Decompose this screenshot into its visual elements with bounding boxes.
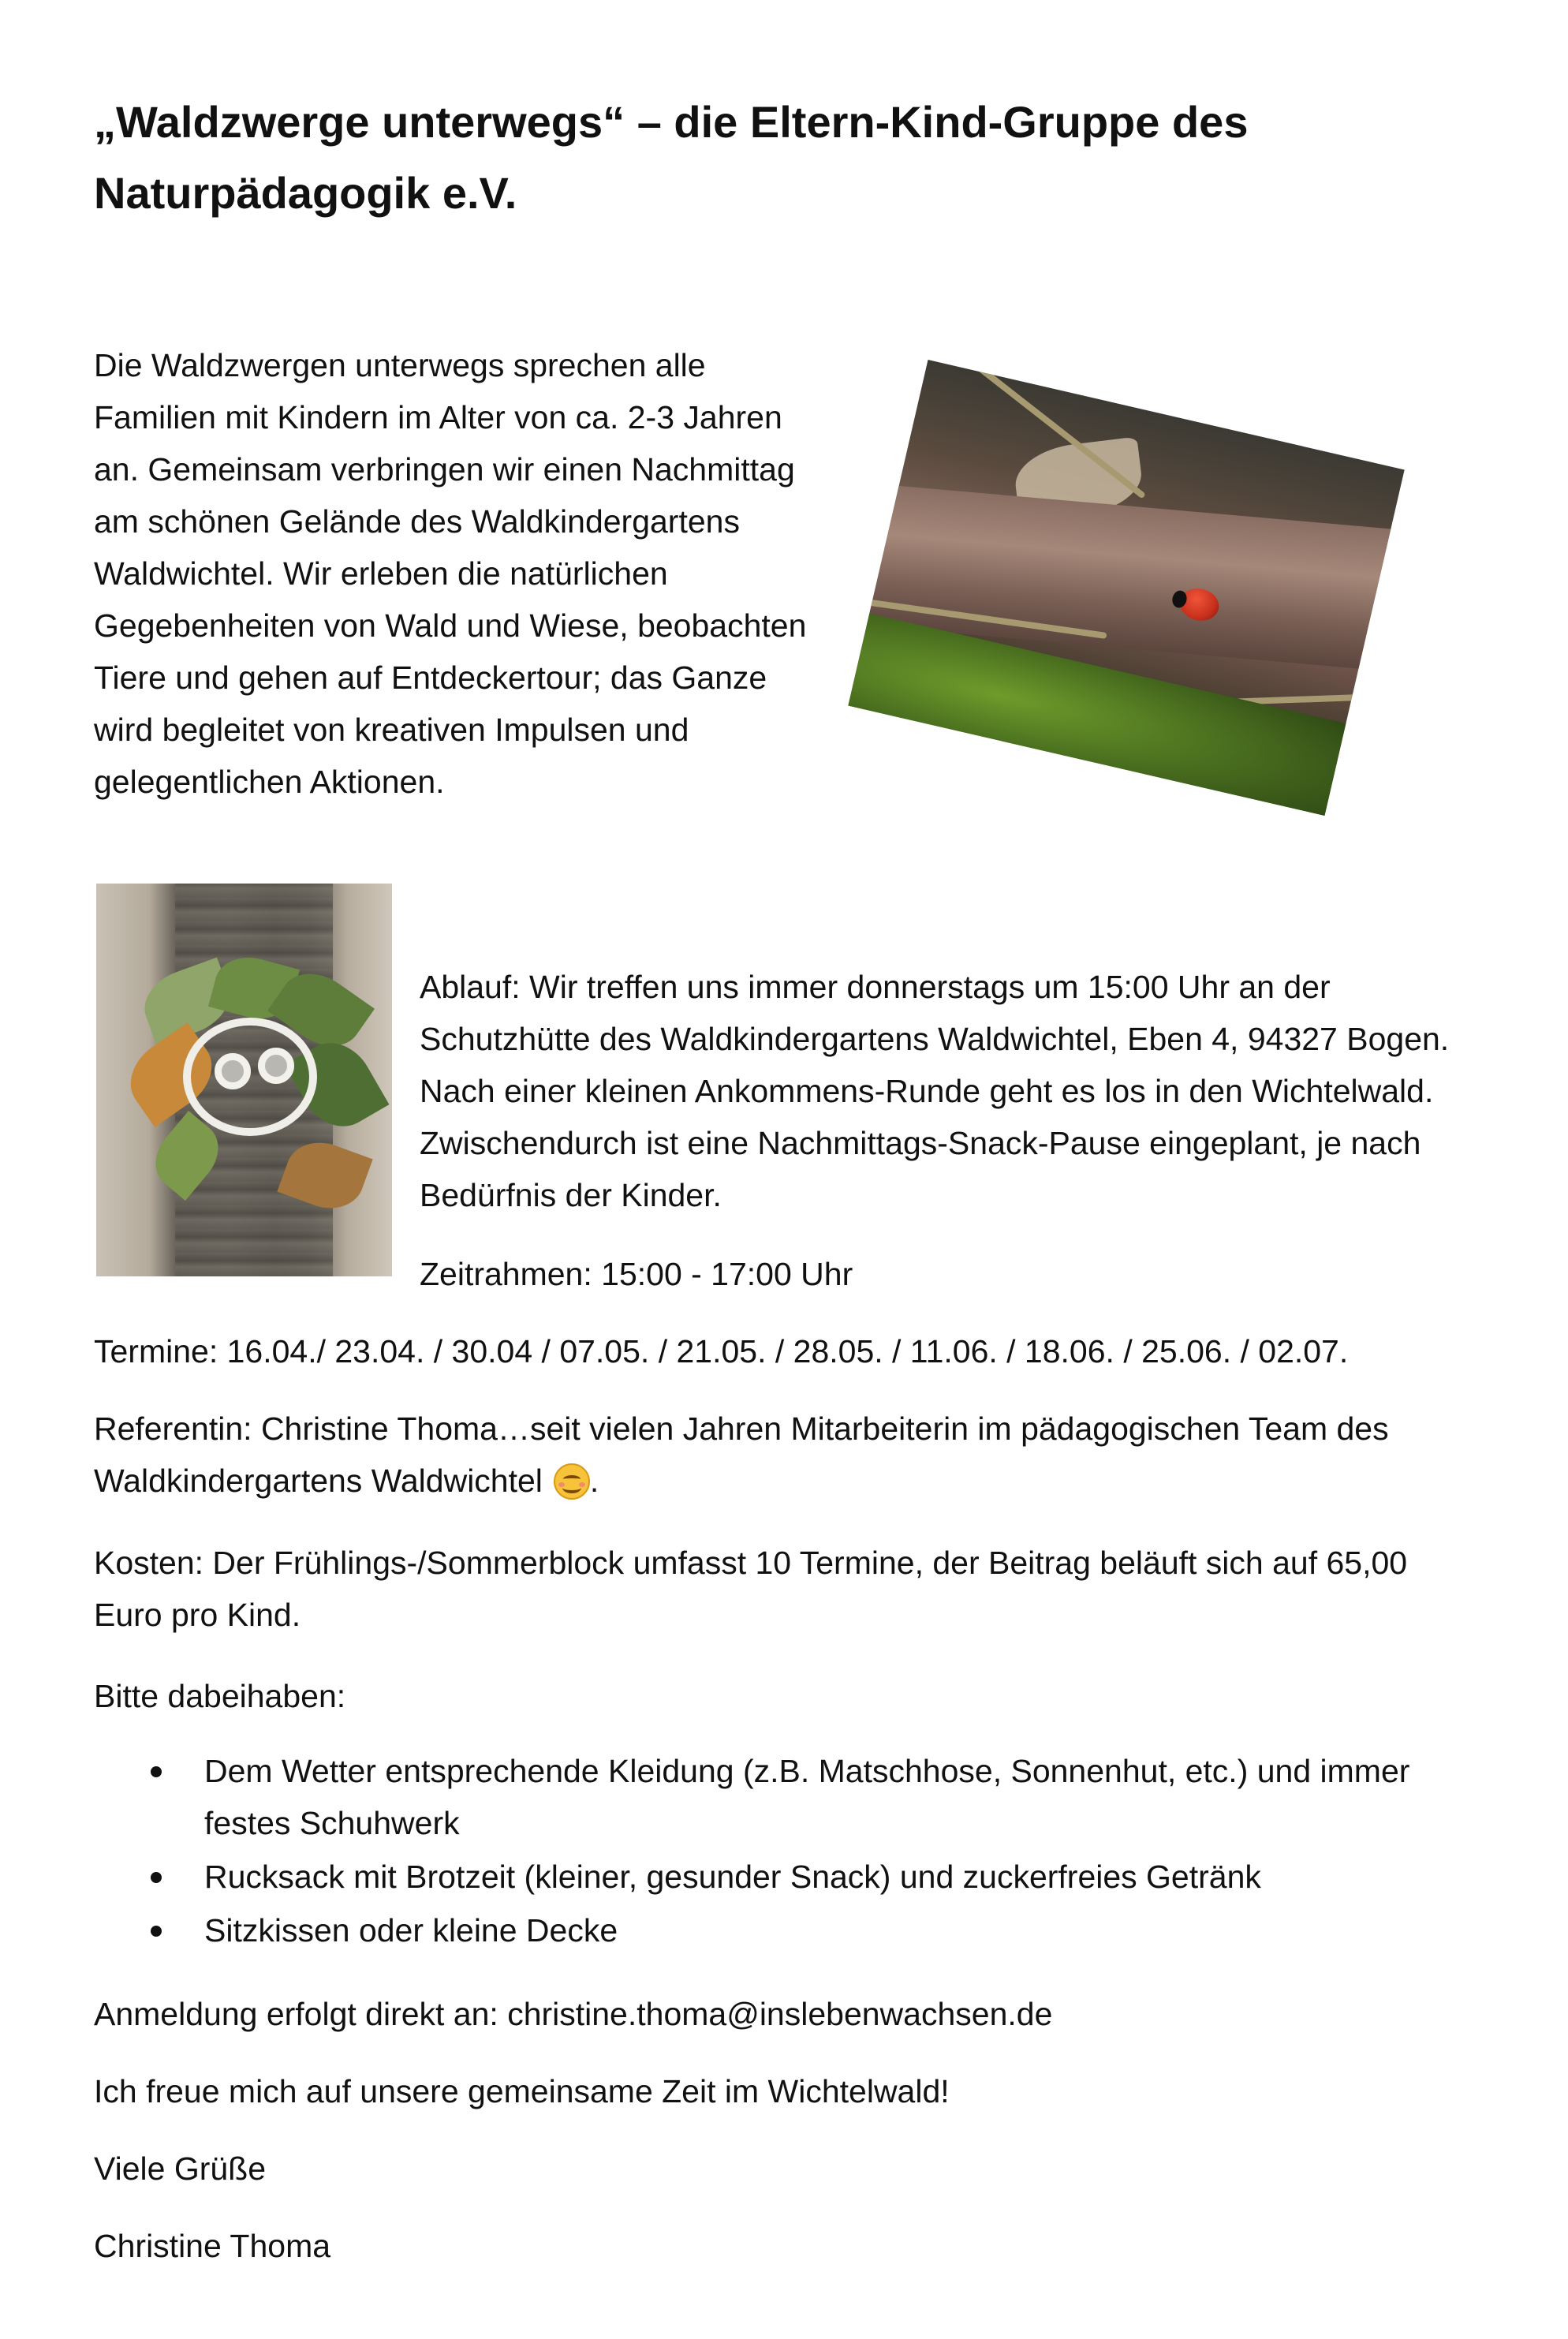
closing-paragraph: Ich freue mich auf unsere gemeinsame Zeit im Wichtelwald! (94, 2073, 950, 2109)
kosten-paragraph: Kosten: Der Frühlings-/Sommerblock umfasst 10 Termine, der Beitrag beläuft sich auf 65,00 Euro pro Kind. (94, 1545, 1408, 1633)
eye-shape (215, 1053, 251, 1089)
intro-paragraph: Die Waldzwergen unterwegs sprechen alle Familien mit Kindern im Alter von ca. 2-3 Jahren an. Gemeinsam verbringen wir einen Nachmittag am schönen Gelände des Waldkindergartens Waldwichtel. Wir erleben die natürlichen Gegebenheiten von Wald und Wiese, beobachten Tiere und gehen auf Entdeckertour; das Ganze wird begleitet von kreativen Impulsen und gelegentlichen Aktionen. (94, 347, 807, 800)
smiling-face-icon (554, 1463, 590, 1500)
bitte-dabeihaben-label: Bitte dabeihaben: (94, 1678, 346, 1714)
zeitrahmen-paragraph: Zeitrahmen: 15:00 - 17:00 Uhr (420, 1256, 853, 1292)
list-item: Rucksack mit Brotzeit (kleiner, gesunder Snack) und zuckerfreies Getränk (94, 1851, 1482, 1903)
referentin-paragraph (94, 1403, 1482, 1507)
referentin-period: . (589, 1463, 599, 1499)
tree-face-photo (96, 884, 392, 1276)
anmeldung-paragraph: Anmeldung erfolgt direkt an: christine.thoma@inslebenwachsen.de (94, 1996, 1053, 2032)
termine-paragraph: Termine: 16.04./ 23.04. / 30.04 / 07.05. / 21.05. / 28.05. / 11.06. / 18.06. / 25.06. / 02.07. (94, 1333, 1349, 1369)
ladybug-photo (848, 360, 1404, 816)
referentin-text: Referentin: Christine Thoma…seit vielen Jahren Mitarbeiterin im pädagogischen Team des Waldkindergartens Waldwichtel (94, 1410, 1389, 1499)
packing-list (94, 1745, 1482, 1958)
page-title: „Waldzwerge unterwegs“ – die Eltern-Kind-Gruppe des Naturpädagogik e.V. (94, 97, 1249, 218)
list-item: Sitzkissen oder kleine Decke (94, 1904, 1482, 1956)
ablauf-paragraph: Ablauf: Wir treffen uns immer donnerstags um 15:00 Uhr an der Schutzhütte des Waldkindergartens Waldwichtel, Eben 4, 94327 Bogen. Nach einer kleinen Ankommens-Runde geht es los in den Wichtelwald. Zwischendurch ist eine Nachmittags-Snack-Pause eingeplant, je nach Bedürfnis der Kinder. (420, 969, 1450, 1213)
signature-name: Christine Thoma (94, 2228, 331, 2264)
list-item: Dem Wetter entsprechende Kleidung (z.B. Matschhose, Sonnenhut, etc.) und immer festes Schuhwerk (94, 1745, 1482, 1849)
face-outline-shape (183, 1018, 317, 1136)
eye-shape (258, 1048, 294, 1084)
greeting: Viele Grüße (94, 2150, 267, 2187)
